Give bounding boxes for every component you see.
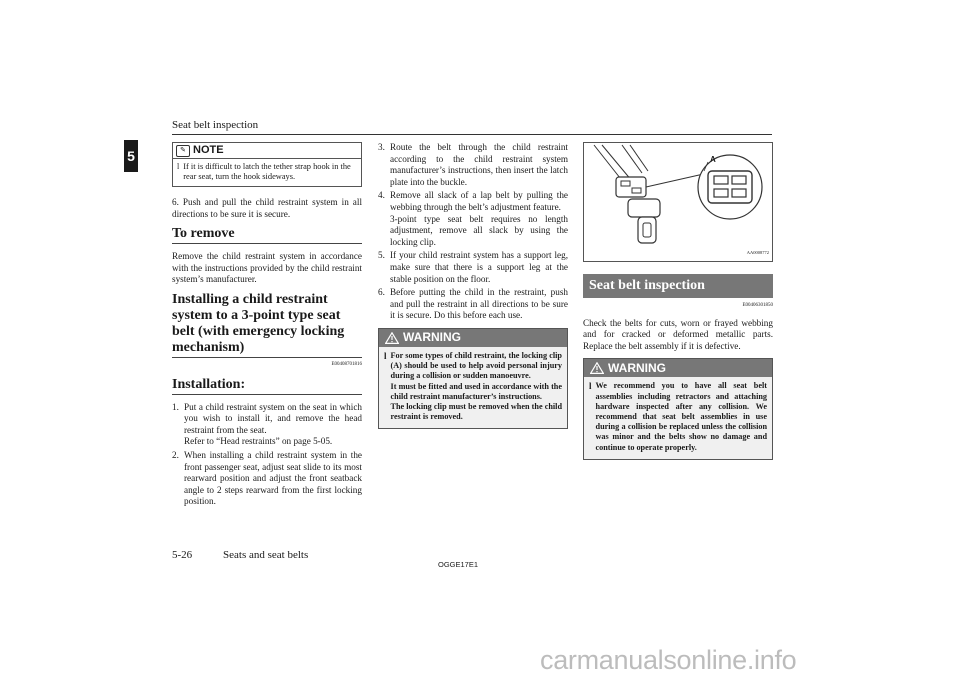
step-reference[interactable]: Refer to “Head restraints” on page 5-05. (184, 436, 333, 447)
step-subtext: 3-point type seat belt requires no length adjustment, remove all slack by using the locking clip. (390, 213, 568, 247)
locking-clip-illustration (583, 142, 773, 262)
warning-header (379, 329, 567, 347)
note-body (173, 159, 361, 186)
watermark: carmanualsonline.info (540, 645, 797, 675)
warning-triangle-icon (385, 332, 399, 344)
step-number: 1. (172, 401, 179, 412)
warning-text: For some types of child restraint, the locking clip (A) should be used to help avoid personal injury during a collision or sudden manoeuvre. (390, 350, 562, 381)
header-rule (172, 134, 772, 135)
step-number: 6. (378, 287, 385, 298)
list-item (378, 250, 568, 285)
footer-code: OGGE17E1 (438, 560, 479, 569)
note-box (172, 142, 362, 187)
warning-header (584, 359, 772, 377)
warning-label: WARNING (403, 330, 461, 345)
section-text: Check the belts for cuts, worn or frayed webbing and for cracked or deformed metallic parts. Replace the belt assembly if it is defective. (583, 317, 773, 351)
page-header-title: Seat belt inspection (172, 119, 259, 131)
step-text: Remove all slack of a lap belt by pulling the webbing through the belt’s adjustment feature. (390, 190, 568, 212)
to-remove-text: Remove the child restraint system in accordance with the instructions provided by the child restraint system’s manufacturer. (172, 251, 362, 285)
warning-box (583, 358, 773, 459)
step-text: Route the belt through the child restraint according to the child restraint system manufacturer’s instructions, then insert the latch plate into the buckle. (390, 142, 568, 187)
installing-code: E00408701816 (331, 361, 362, 367)
warning-bullet: l (589, 381, 592, 392)
figure-code: AA0008772 (746, 250, 769, 256)
warning-body (584, 377, 772, 458)
column-middle (378, 142, 568, 429)
chapter-tab[interactable]: 5 (124, 140, 138, 172)
step-number: 2. (172, 449, 179, 460)
to-remove-heading: To remove (172, 226, 362, 244)
figure-label-a: A (710, 155, 716, 164)
section-heading-bar (583, 274, 773, 298)
warning-body (379, 347, 567, 428)
list-item (378, 190, 568, 248)
step-text: Before putting the child in the restraint, push and pull the restraint in all directions to be sure it is secure. Do this before each use. (390, 287, 568, 321)
step-text: Put a child restraint system on the seat in which you wish to install it, and remove the head restraint from the seat. (184, 401, 362, 435)
footer-page-number: 5-26 (172, 549, 193, 561)
step-number: 4. (378, 190, 385, 201)
installation-steps (172, 402, 362, 508)
warning-text-2: It must be fitted and used in accordance with the child restraint manufacturer’s instructions. (390, 381, 562, 401)
step-6-text: 6. Push and pull the child restraint system in all directions to be sure it is secure. (172, 197, 362, 219)
column-left (172, 142, 362, 510)
warning-label: WARNING (608, 360, 666, 375)
step-text: If your child restraint system has a support leg, make sure that there is a support leg at the stable position on the floor. (390, 250, 568, 284)
list-item (378, 287, 568, 322)
note-label: NOTE (193, 144, 224, 157)
list-item (172, 450, 362, 508)
list-item (172, 402, 362, 448)
section-code: E00406301850 (742, 303, 773, 308)
warning-bullet: l (384, 350, 387, 361)
step-text: When installing a child restraint system in the front passenger seat, adjust seat slide to its most rearward position and adjust the front seatback angle to 2 steps rearward from the first locking position. (184, 449, 362, 507)
warning-box (378, 328, 568, 429)
installation-steps-continued (378, 142, 568, 322)
note-bullet: l (177, 162, 180, 171)
step-number: 3. (378, 142, 385, 152)
installation-heading: Installation: (172, 377, 362, 395)
section-heading: Seat belt inspection (589, 278, 705, 294)
warning-text: We recommend you to have all seat belt assemblies including retractors and attaching hardware inspected after any collision. We recommend that seat belt assemblies in use during a collision be replaced unless the collision was minor and the belts show no damage and continue to operate properly. (595, 381, 767, 452)
locking-clip-drawing (584, 143, 772, 261)
column-right (583, 142, 773, 460)
note-icon: ✎ (176, 145, 190, 157)
step-number: 5. (378, 250, 385, 261)
footer-section-title: Seats and seat belts (223, 549, 309, 561)
note-text: If it is difficult to latch the tether strap hook in the rear seat, turn the hook sideways. (183, 162, 351, 181)
warning-triangle-icon (590, 362, 604, 374)
installing-heading: Installing a child restraint system to a 3-point type seat belt (with emergency locking mechanism) (172, 292, 362, 358)
warning-text-3: The locking clip must be removed when the child restraint is removed. (390, 401, 562, 422)
list-item (378, 142, 568, 188)
note-header (173, 143, 361, 159)
